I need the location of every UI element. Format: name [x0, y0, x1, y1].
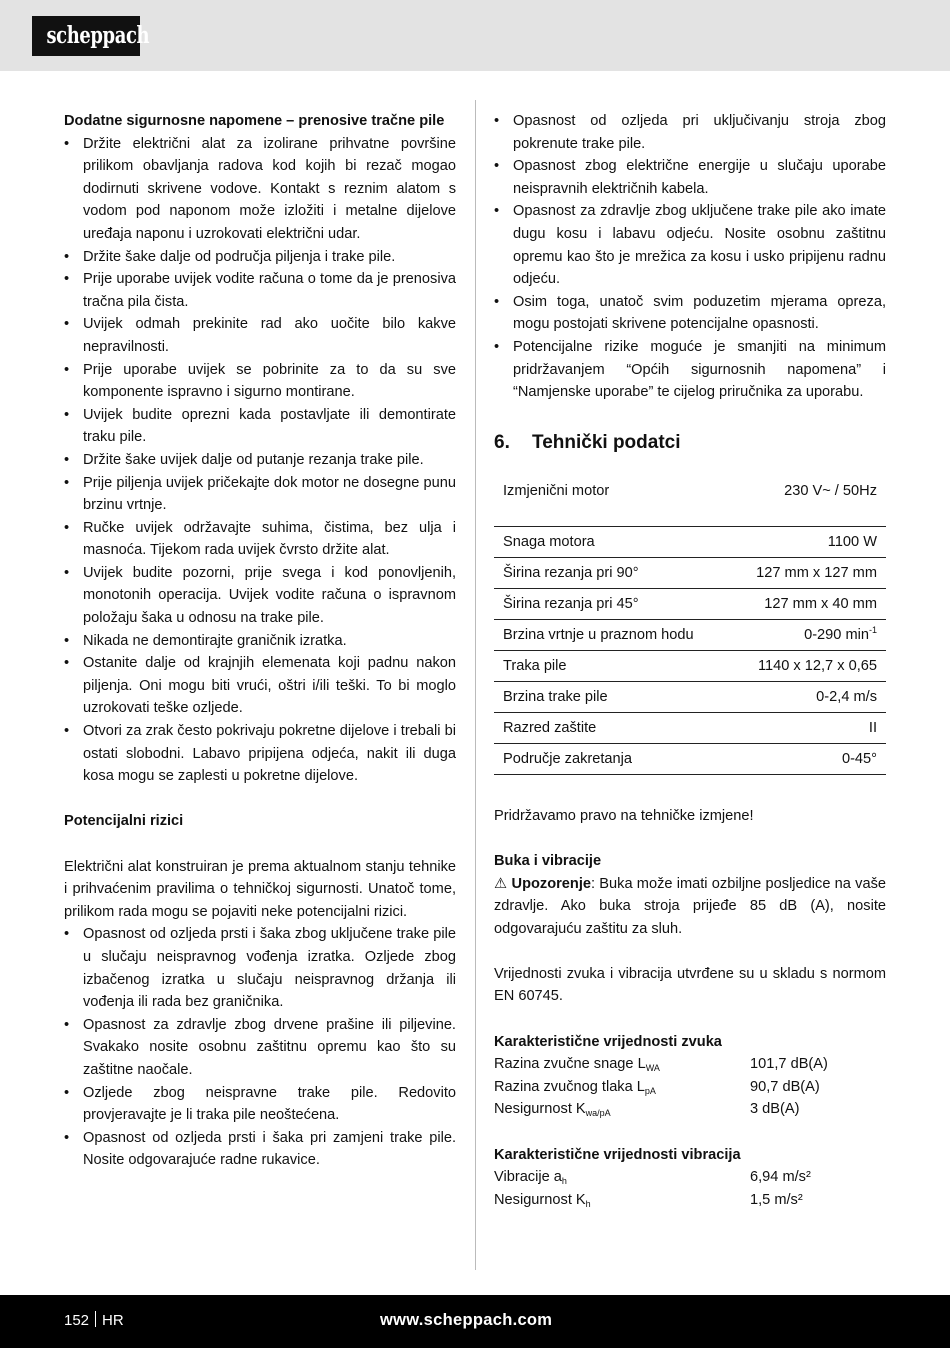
list-item: • Ostanite dalje od krajnjih elemenata koji padnu nakon piljenja. Oni mogu biti vrući, oštri i/ili teški. To bi moglo uzrokovati teške ozljede. [64, 652, 456, 720]
table-row [494, 743, 886, 774]
warning-triangle-icon: ⚠ [494, 875, 508, 892]
warning-paragraph [494, 873, 886, 941]
spec-value: 127 mm x 127 mm [722, 557, 886, 588]
table-row [494, 650, 886, 681]
spec-value: II [722, 712, 886, 743]
sound-label: Nesigurnost $K_{wa/pA}$ [494, 1101, 611, 1119]
noise-heading: Buka i vibracije [494, 852, 602, 869]
scheppach-logo: scheppach [32, 16, 140, 56]
heading-potential-risks: Potencijalni rizici [64, 813, 184, 830]
table-row [494, 526, 886, 557]
vibration-label: Vibracije $a_h$ [494, 1169, 567, 1187]
list-item: • Potencijalne rizike moguće je smanjiti na minimum pridržavanjem “Općih sigurnosnih napomena” i “Namjenske uporabe” te cijelog priručnika za uporabu. [494, 336, 886, 404]
spec-label: Izmjenični motor [494, 470, 722, 527]
sound-label: Razina zvučnog tlaka $L_{pA}$ [494, 1078, 656, 1096]
list-item: • Uvijek odmah prekinite rad ako uočite bilo kakve nepravilnosti. [64, 313, 456, 358]
list-item: • Prije piljenja uvijek pričekajte dok motor ne dosegne punu brzinu vrtnje. [64, 472, 456, 517]
table-row [494, 470, 886, 527]
spec-label: Širina rezanja pri 90° [494, 557, 722, 588]
list-item: • Ručke uvijek održavajte suhima, čistima, bez ulja i masnoća. Tijekom rada uvijek čvrsto držite alat. [64, 517, 456, 562]
sound-value: 101,7 dB(A) [750, 1056, 828, 1073]
vibration-value: 6,94 m/s² [750, 1169, 811, 1186]
table-row [494, 681, 886, 712]
spec-value: 1100 W [722, 526, 886, 557]
section-title: 6. Tehnički podatci [494, 431, 681, 453]
vibration-heading: Karakteristične vrijednosti vibracija [494, 1146, 741, 1163]
list-item: • Prije uporabe uvijek se pobrinite za to da su sve komponente ispravno i sigurno montirane. [64, 359, 456, 404]
vibration-row [494, 1166, 886, 1189]
list-item: • Ozljede zbog neispravne trake pile. Redovito provjeravajte je li traka pile neoštećena. [64, 1082, 456, 1127]
spec-label: Širina rezanja pri 45° [494, 588, 722, 619]
table-row [494, 557, 886, 588]
header-bar [0, 0, 950, 71]
right-column [494, 110, 886, 1211]
sound-heading: Karakteristične vrijednosti zvuka [494, 1033, 722, 1050]
sound-value: 3 dB(A) [750, 1101, 800, 1118]
list-item: • Držite šake uvijek dalje od putanje rezanja trake pile. [64, 449, 456, 472]
list-item: • Držite šake dalje od područja piljenja i trake pile. [64, 246, 456, 269]
spec-label: Brzina vrtnje u praznom hodu [494, 619, 722, 650]
list-item: • Opasnost od ozljeda prsti i šaka zbog uključene trake pile u slučaju neispravnog vođenja izratka. Ozljede zbog izbačenog izratka u slučaju neispravnog držanja ili vođenja ili rada bez graničnika. [64, 923, 456, 1013]
page-number: 152 HR [64, 1312, 124, 1329]
website-link[interactable]: www.scheppach.com [380, 1311, 553, 1329]
vibration-label: Nesigurnost $K_h$ [494, 1191, 591, 1209]
spec-value: 127 mm x 40 mm [722, 588, 886, 619]
list-item: • Uvijek budite oprezni kada postavljate ili demontirate traku pile. [64, 404, 456, 449]
risks-bullet-list [64, 923, 456, 1172]
list-item: • Držite električni alat za izolirane prihvatne površine prilikom obavljanja radova kod kojih bi rezač mogao dodirnuti skrivene vodove. Kontakt s reznim alatom s vodom pod naponom može izložiti i metalne dijelove uređaja naponu i uzrokovati električni udar. [64, 133, 456, 246]
spec-value: 0-290 $\min^{-1}$ [722, 619, 886, 650]
table-row [494, 712, 886, 743]
sound-label: Razina zvučne snage $L_{WA}$ [494, 1056, 660, 1074]
spec-value: 0-2,4 m/s [722, 681, 886, 712]
left-column [64, 110, 456, 1172]
vibration-row [494, 1189, 886, 1212]
sound-row [494, 1098, 886, 1121]
column-divider [475, 100, 476, 1270]
table-row [494, 619, 886, 650]
spec-value: 230 V~ / 50Hz [722, 470, 886, 527]
list-item: • Opasnost od ozljeda prsti i šaka pri zamjeni trake pile. Nosite odgovarajuće radne rukavice. [64, 1127, 456, 1172]
footer-bar [0, 1295, 950, 1348]
risks-intro-paragraph: Električni alat konstruiran je prema aktualnom stanju tehnike i prihvaćenim pravilima o tehničkoj sigurnosti. Unatoč tome, prilikom rada mogu se pojaviti neke potencijalni rizici. [64, 858, 456, 920]
heading-additional-safety: Dodatne sigurnosne napomene – prenosive tračne pile [64, 113, 445, 129]
spec-label: Područje zakretanja [494, 743, 722, 774]
values-paragraph: Vrijednosti zvuka i vibracija utvrđene su u skladu s normom EN 60745. [494, 965, 886, 1005]
list-item: • Opasnost od ozljeda pri uključivanju stroja zbog pokrenute trake pile. [494, 110, 886, 155]
list-item: • Osim toga, unatoč svim poduzetim mjerama opreza, mogu postojati skrivene potencijalne opasnosti. [494, 291, 886, 336]
risks-bullet-list-continued [494, 110, 886, 404]
warning-label: Upozorenje [511, 875, 591, 892]
sound-row [494, 1053, 886, 1076]
list-item: • Nikada ne demontirajte graničnik izratka. [64, 630, 456, 653]
technical-data-table [494, 470, 886, 775]
list-item: • Uvijek budite pozorni, prije svega i kod ponovljenih, monotonih operacija. Uvijek vodite računa o ispravnom položaju šaka u odnosu na trake pile. [64, 562, 456, 630]
spec-value: 0-45° [722, 743, 886, 774]
list-item: • Otvori za zrak često pokrivaju pokretne dijelove i trebali bi ostati slobodni. Labavo pripijena odjeća, nakit ili duga kosa mogu se zaplesti u pokretne dijelove. [64, 720, 456, 788]
sound-value: 90,7 dB(A) [750, 1078, 820, 1095]
spec-label: Traka pile [494, 650, 722, 681]
safety-bullet-list [64, 133, 456, 788]
list-item: • Opasnost zbog električne energije u slučaju uporabe neispravnih električnih kabela. [494, 155, 886, 200]
list-item: • Opasnost za zdravlje zbog uključene trake pile ako imate dugu kosu i labavu odjeću. Nosite osobnu zaštitnu opremu kao što je mrežica za kosu i usko pripijenu radnu odjeću. [494, 200, 886, 290]
spec-value: 1140 x 12,7 x 0,65 [722, 650, 886, 681]
list-item: • Prije uporabe uvijek vodite računa o tome da je prenosiva tračna pila čista. [64, 268, 456, 313]
list-item: • Opasnost za zdravlje zbog drvene prašine ili piljevine. Svakako nosite osobnu zaštitnu opremu kao što su zaštitne naočale. [64, 1014, 456, 1082]
reserve-note: Pridržavamo pravo na tehničke izmjene! [494, 807, 754, 824]
spec-label: Snaga motora [494, 526, 722, 557]
spec-label: Brzina trake pile [494, 681, 722, 712]
vibration-value: 1,5 m/s² [750, 1191, 803, 1208]
table-row [494, 588, 886, 619]
spec-label: Razred zaštite [494, 712, 722, 743]
warning-text: : Buka može imati ozbiljne posljedice na vaše zdravlje. Ako buka stroja prijeđe 85 dB (A), nosite odgovarajuću zaštitu za sluh. [494, 875, 886, 937]
sound-row [494, 1076, 886, 1099]
